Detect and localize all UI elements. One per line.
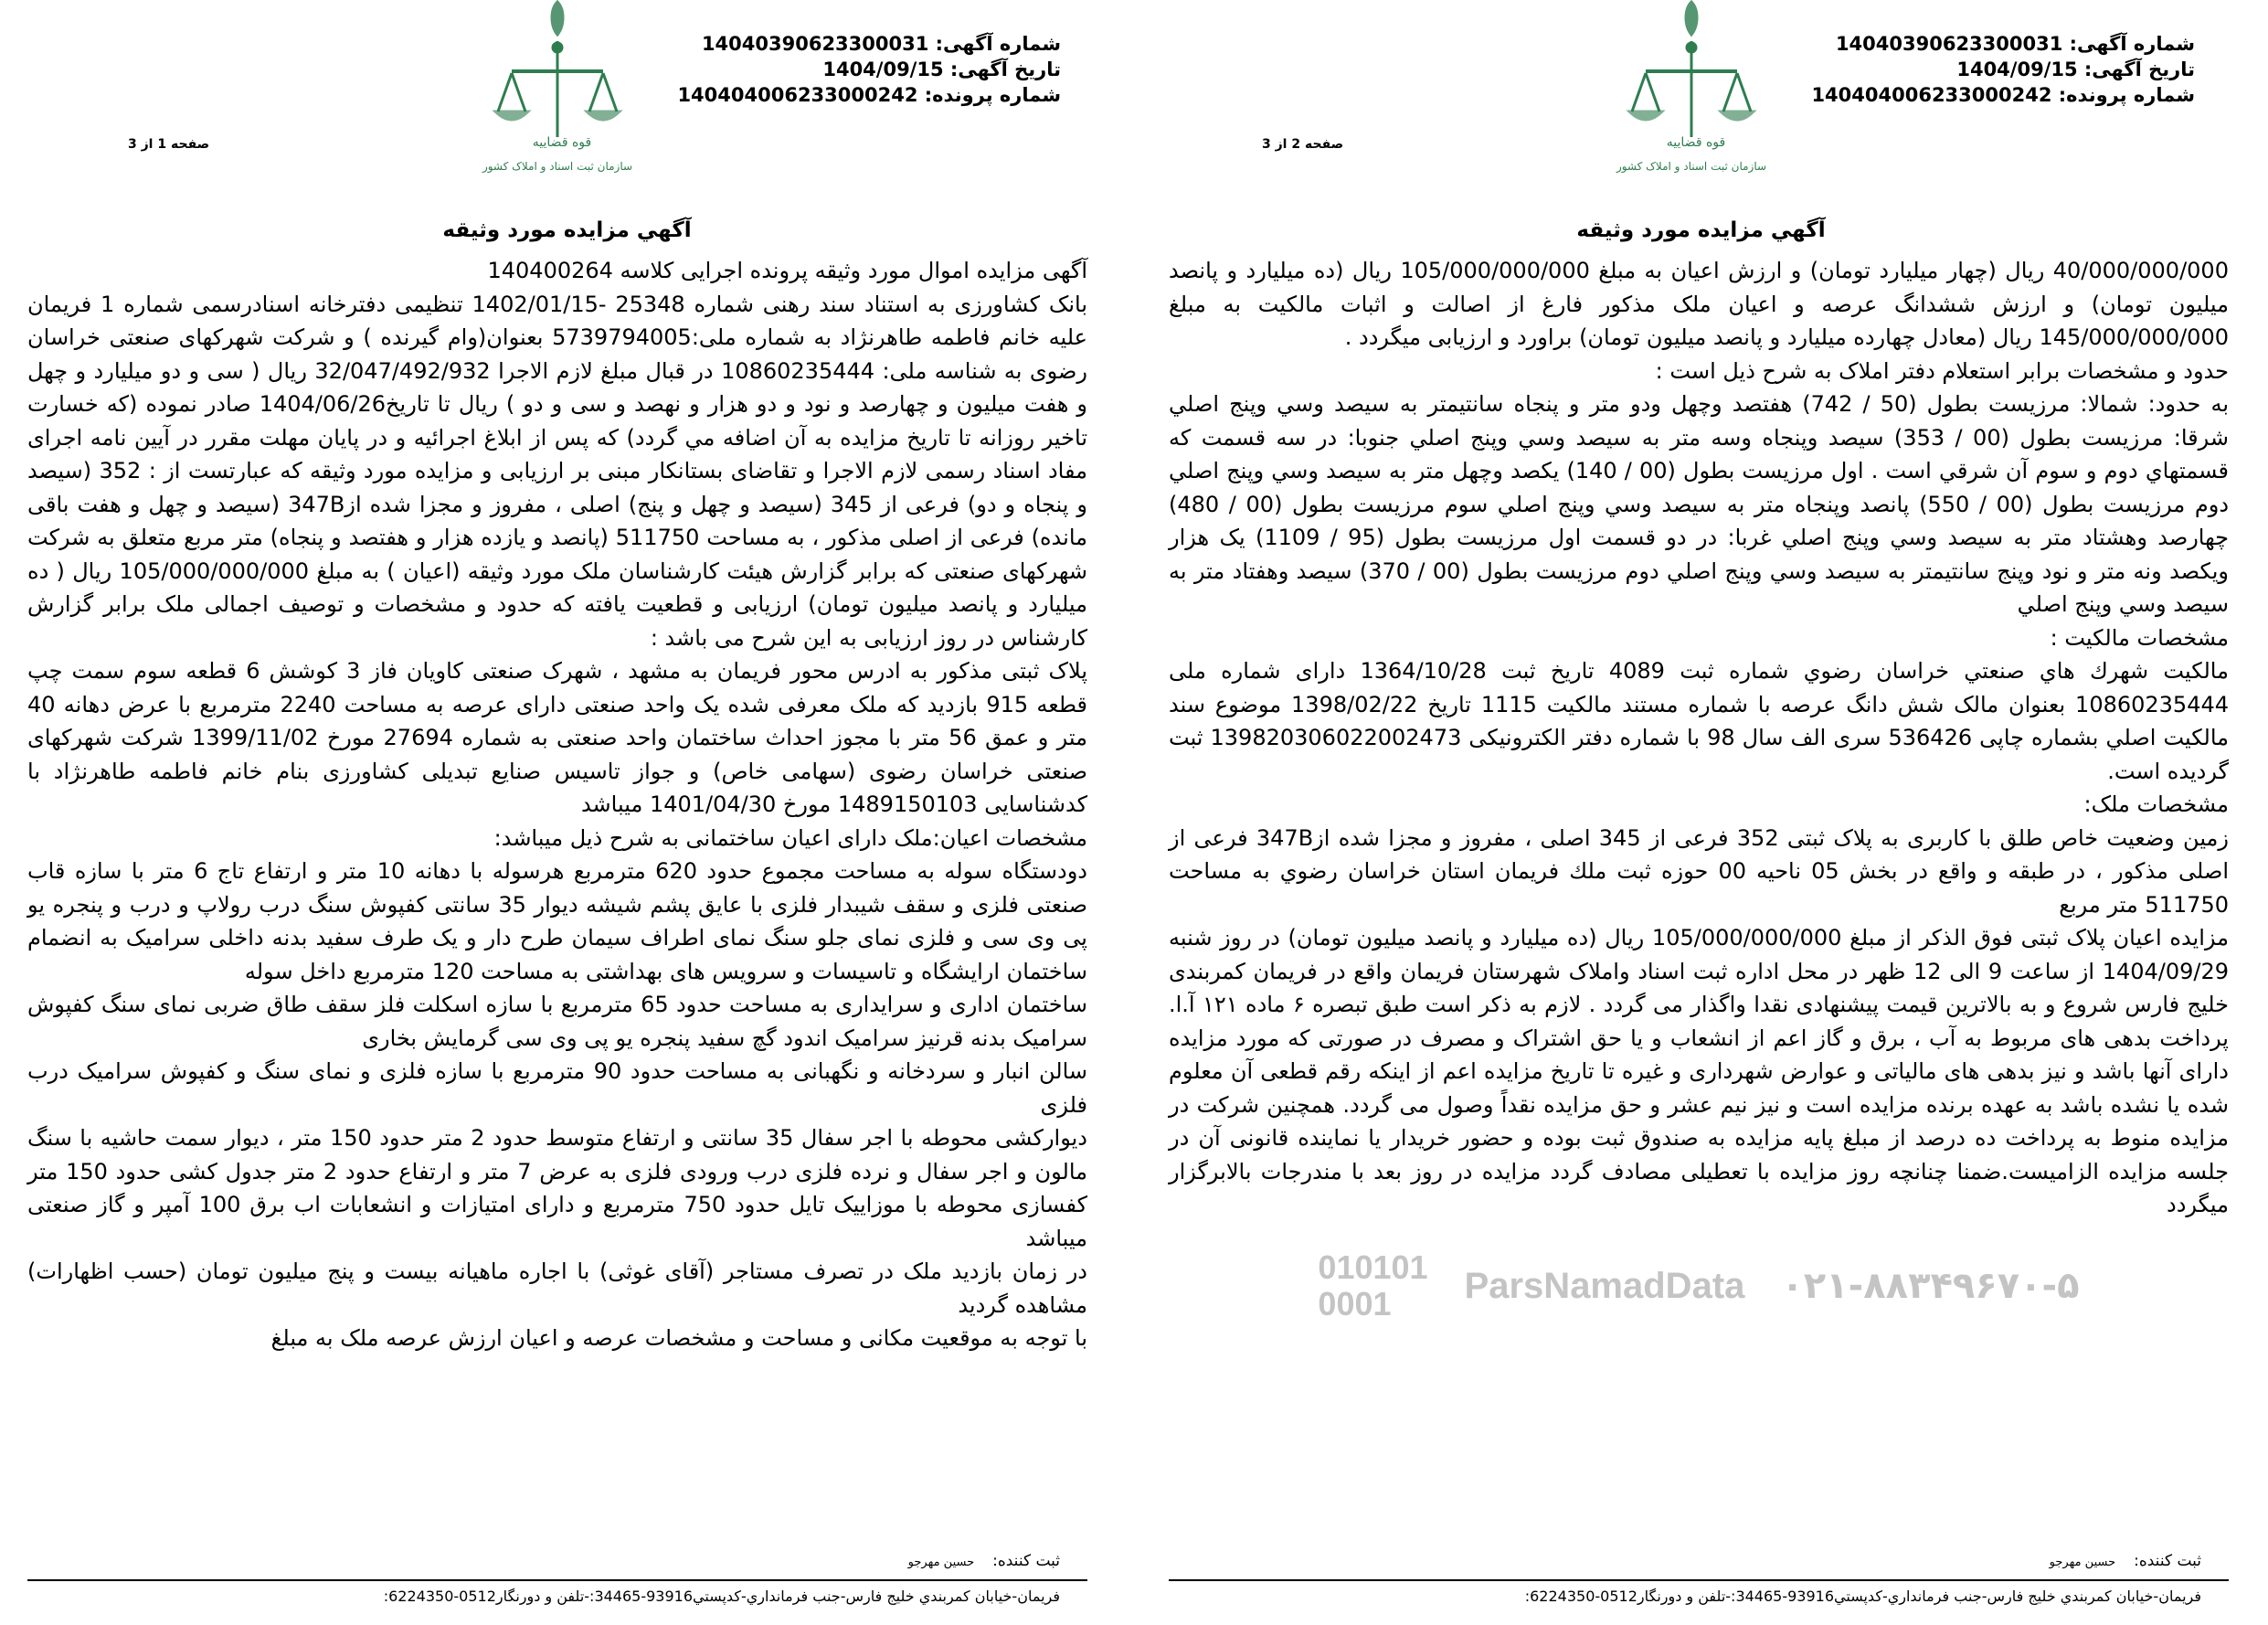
notice-paragraph: مشخصات مالکیت : <box>2050 624 2229 651</box>
case-number <box>1811 82 2195 108</box>
registrar <box>27 1550 1087 1574</box>
watermark-phone: ۰۲۱-۸۸۳۴۹۶۷۰-۵ <box>1781 1264 2080 1307</box>
notice-title: آگهي مزايده مورد وثيقه <box>1576 218 1826 242</box>
svg-text:قوه قضاییه: قوه قضاییه <box>532 135 592 150</box>
notice-paragraph: حدود و مشخصات برابر استعلام دفتر املاک به شرح ذیل است : <box>1655 357 2229 384</box>
ad-date <box>1811 57 2195 82</box>
ad-date-label: تاریخ آگهی: <box>949 58 1061 80</box>
page-footer <box>1169 1528 2229 1607</box>
notice-paragraph: 40/000/000/000 ریال (چهار میلیارد تومان) و ارزش اعیان به مبلغ 105/000/000/000 ریال (ده میلیارد و پانصد میلیون تومان) و ارزش ششدانگ عرصه و اعیان ملک مذکور فارغ از اصالت و اثبات مالکیت به مبلغ 145/000/000/000 ریال (معادل چهارده میلیارد و پانصد میلیون تومان) براورد و ارزیابی میگردد . <box>1169 258 2229 350</box>
notice-paragraph: دیوارکشی محوطه با اجر سفال 35 سانتی و ارتفاع متوسط حدود 2 متر حدود 150 متر ، دیوار سمت حاشیه با سنگ مالون و اجر سفال و نرده فلزی درب ورودی فلزی به عرض 7 متر و ارتفاع حدود 2 متر جدول کشی حدود 150 متر کفسازی محوطه با موزاییک تایل حدود 750 مترمربع و دارای امتیازات و انشعابات اب برق 100 آمپر و گاز صنعتی میباشد <box>27 1125 1088 1251</box>
page-number: صفحه 1 از 3 <box>128 137 210 152</box>
notice-paragraph: آگهی مزایده اموال مورد وثیقه پرونده اجرایی کلاسه 140400264 <box>487 258 1087 283</box>
ad-number-label: شماره آگهی: <box>2069 33 2195 55</box>
notice-paragraph: به حدود: شمالا: مرزیست بطول (50 / 742) هفتصد وچهل ودو متر و پنجاه سانتیمتر به سیصد وسي وپنج اصلي شرقا: مرزیست بطول (00 / 353) سیصد وپنجاه وسه متر به سیصد وسي وپنج اصلي جنوبا: در سه قسمت که قسمتهاي دوم و سوم آن شرقي است . اول مرزیست بطول (00 / 140) یکصد وچهل متر به سیصد وسي وپنج اصلي دوم مرزیست بطول (00 / 550) پانصد وپنجاه متر به سیصد وسي وپنج اصلي سوم مرزیست بطول (00 / 480) چهارصد وهشتاد متر به سیصد وسي وپنج اصلي غربا: در دو قسمت اول مرزیست بطول (95 / 1109) یک هزار ویکصد ونه متر و نود وپنج سانتیمتر به سیصد وسي وپنج اصلي دوم مرزیست بطول (00 / 370) سیصد وهفتاد متر به سیصد وسي وپنج اصلي <box>1169 391 2230 617</box>
ad-date <box>677 57 1061 82</box>
svg-text:قوه قضاییه: قوه قضاییه <box>1666 135 1726 150</box>
parsnamad-watermark <box>1169 1249 2229 1322</box>
registrar-label: ثبت کننده: <box>992 1552 1060 1570</box>
notice-paragraph: مشخصات ملک: <box>2083 791 2229 817</box>
ad-number-value: 14040390623300031 <box>1835 33 2063 55</box>
notice-paragraph: مالکیت شهرك هاي صنعتي خراسان رضوي شماره ثبت 4089 تاریخ ثبت 1364/10/28 دارای شماره ملی 10860235444 بعنوان مالک شش دانگ عرصه با شماره مستند مالکیت 1115 تاریخ 1398/02/22 موضوع سند مالکیت اصلي بشماره چاپی 536426 سری الف سال 98 با شماره دفتر الکترونیکی 139820306022002473 ثبت گردیده است. <box>1169 658 2230 784</box>
page-footer <box>27 1528 1087 1607</box>
footer-divider <box>27 1579 1087 1581</box>
case-number <box>677 82 1061 108</box>
case-number-label: شماره پرونده: <box>2058 84 2195 106</box>
notice-title: آگهي مزايده مورد وثيقه <box>442 218 692 242</box>
page-number: صفحه 2 از 3 <box>1262 137 1344 152</box>
ad-number-value: 14040390623300031 <box>701 33 929 55</box>
case-number-value: 140404006233000242 <box>1811 84 2052 106</box>
ad-number-label: شماره آگهی: <box>935 33 1061 55</box>
ad-date-label: تاریخ آگهی: <box>2083 58 2195 80</box>
judiciary-emblem-logo <box>466 0 649 178</box>
notice-page-2 <box>1134 0 2268 1625</box>
notice-header <box>1811 31 2195 108</box>
registrar-label: ثبت کننده: <box>2134 1552 2201 1570</box>
notice-paragraph: زمین وضعیت خاص طلق با کاربری به پلاک ثبتی 352 فرعی از 345 اصلی ، مفروز و مجزا شده از347B فرعی از اصلی مذکور ، در طبقه و واقع در بخش 05 ناحیه 00 حوزه ثبت ملك فریمان استان خراسان رضوي به مساحت 511750 متر مربع <box>1169 824 2230 918</box>
watermark-bits: 010101 0001 <box>1318 1248 1428 1322</box>
notice-paragraph: بانک کشاورزی به استناد سند رهنی شماره 25348 -1402/01/15 تنظیمی دفترخانه اسنادرسمی شماره 1 فریمان علیه خانم فاطمه طاهرنژاد به شماره ملی:5739794005 بعنوان(وام گیرنده ) و شرکت شهرکهای صنعتی خراسان رضوی به شناسه ملی: 10860235444 در قبال مبلغ لازم الاجرا 32/047/492/932 ریال ( سی و دو میلیارد و چهل و هفت میلیون و چهارصد و نود و دو هزار و نهصد و سی و دو ) ریال تا تاریخ1404/06/26 صادر نموده (که خسارت تاخیر روزانه تا تاریخ مزایده به آن اضافه مي گردد) که پس از ابلاغ اجرائیه و در پایان مهلت مقرر در آیین نامه اجرای مفاد اسناد رسمی لازم الاجرا و تقاضای بستانکار مبنی بر ارزیابی و مزایده مورد وثیقه که عبارتست از : 352 (سیصد و پنجاه و دو) فرعی از 345 (سیصد و چهل و پنج) اصلی ، مفروز و مجزا شده از347B (سیصد و چهل و هفت باقی مانده) فرعی از اصلی مذکور ، به مساحت 511750 (پانصد و یازده هزار و هفتصد و پنجاه) متر مربع متعلق به شرکت شهرکهای صنعتی که برابر گزارش هیئت کارشناسان ملک مورد وثیقه (اعیان ) به مبلغ 105/000/000/000 ریال ( ده میلیارد و پانصد میلیون تومان) ارزیابی و قطعیت یافته که حدود و مشخصات و توصیف اجمالی ملک برابر گزارش کارشناس در روز ارزیابی به این شرح می باشد : <box>27 291 1088 651</box>
svg-text:سازمان ثبت اسناد و املاک کشور: سازمان ثبت اسناد و املاک کشور <box>482 160 633 173</box>
case-number-label: شماره پرونده: <box>924 84 1061 106</box>
ad-date-value: 1404/09/15 <box>1956 58 2078 80</box>
notice-paragraph: مشخصات اعیان:ملک دارای اعیان ساختمانی به شرح ذیل میباشد: <box>493 824 1087 851</box>
case-number-value: 140404006233000242 <box>677 84 918 106</box>
watermark-brand: ParsNamadData <box>1464 1265 1745 1306</box>
notice-paragraph: با توجه به موقعیت مکانی و مساحت و مشخصات عرصه و اعیان ارزش عرصه ملک به مبلغ <box>270 1325 1087 1351</box>
page-content <box>27 254 1087 1625</box>
svg-text:سازمان ثبت اسناد و املاک کشور: سازمان ثبت اسناد و املاک کشور <box>1616 160 1767 173</box>
footer-divider <box>1169 1579 2229 1581</box>
notice-body <box>27 254 1087 1355</box>
notice-paragraph: دودستگاه سوله به مساحت مجموع حدود 620 مترمربع هرسوله با دهانه 10 متر و ارتفاع تاج 6 متر با سازه قاب صنعتی فلزی و سقف شیبدار فلزی با عایق پشم شیشه دیوار 35 سانتی کفپوش سنگ درب رولاپ و درب و پنجره یو پی وی سی و فلزی نمای جلو سنگ نمای اطراف سیمان طرح دار و یک طرف سفید بدنه داخلی سرامیک به انضمام ساختمان ارایشگاه و تاسیسات و سرویس های بهداشتی به مساحت 120 مترمربع داخل سوله <box>27 858 1087 984</box>
notice-header <box>677 31 1061 108</box>
ad-number <box>1811 31 2195 57</box>
notice-paragraph: سالن انبار و سردخانه و نگهبانی به مساحت حدود 90 مترمربع با سازه فلزی و نمای سنگ و کفپوش سرامیک درب فلزی <box>27 1058 1088 1118</box>
notice-paragraph: مزایده اعیان پلاک ثبتی فوق الذکر از مبلغ 105/000/000/000 ریال (ده میلیارد و پانصد میلیون تومان) در روز شنبه 1404/09/29 از ساعت 9 الی 12 ظهر در محل اداره ثبت اسناد واملاک شهرستان فریمان واقع در فریمان کمربندی خلیج فارس شروع و به بالاترین قیمت پیشنهادی نقدا واگذار می گردد . لازم به ذکر است طبق تبصره ۶ ماده ۱۲۱ آ.ا. پرداخت بدهی های مربوط به آب ، برق و گاز اعم از انشعاب و یا حق اشتراک و مصرف در صورتی که مورد مزایده دارای آنها باشد و نیز بدهی های مالیاتی و عوارض شهرداری و غیره تا تاریخ مزایده اعم از اینکه رقم قطعی آن معلوم شده یا نشده باشد به عهده برنده مزایده است و نیز نیم عشر و حق مزایده نقداً وصول می گردد. همچنین شرکت در مزایده منوط به پرداخت ده درصد از مبلغ پایه مزایده به صندوق ثبت بوده و حضور خریدار یا نماینده قانونی آن در جلسه مزایده الزامیست.ضمنا چنانچه روز مزایده با تعطیلی مصادف گردد مزایده در روز بعد با مندرجات بالابرگزار میگردد <box>1169 925 2230 1217</box>
notice-paragraph: در زمان بازدید ملک در تصرف مستاجر (آقای غوثی) با اجاره ماهیانه بیست و پنج میلیون تومان (حسب اظهارات) مشاهده گردید <box>27 1259 1087 1318</box>
judiciary-emblem-logo <box>1600 0 1783 178</box>
office-address: فریمان-خیابان کمربندي خلیج فارس-جنب فرمانداري-کدپستي93916-34465:-تلفن و دورنگار0512-6224350: <box>383 1588 1060 1605</box>
registrar-name: حسین مهرجو <box>907 1556 975 1569</box>
notice-paragraph: ساختمان اداری و سرایداری به مساحت حدود 65 مترمربع با سازه اسکلت فلز سقف طاق ضربی نمای سنگ کفپوش سرامیک بدنه قرنیز سرامیک اندود گچ سفید پنجره یو پی وی سی گرمایش بخاری <box>27 992 1088 1051</box>
registrar-name: حسین مهرجو <box>2049 1556 2116 1569</box>
notice-body <box>1169 254 2229 1222</box>
ad-date-value: 1404/09/15 <box>822 58 944 80</box>
registrar <box>1169 1550 2229 1574</box>
page-content <box>1169 254 2229 1625</box>
notice-paragraph: پلاک ثبتی مذکور به ادرس محور فریمان به مشهد ، شهرک صنعتی کاویان فاز 3 کوشش 6 قطعه سوم سمت چپ قطعه 915 بازدید که ملک معرفی شده یک واحد صنعتی دارای عرصه به مساحت 2240 مترمربع با عرض دهانه 40 متر و عمق 56 متر با مجوز احداث ساختمان واحد صنعتی به شماره 27694 مورخ 1399/11/02 شرکت شهرکهای صنعتی خراسان رضوی (سهامی خاص) و جواز تاسیس صنایع تبدیلی کشاورزی بنام خانم فاطمه طاهرنژاد با کدشناسایی 1489150103 مورخ 1401/04/30 میباشد <box>27 658 1088 817</box>
office-address: فریمان-خیابان کمربندي خلیج فارس-جنب فرمانداري-کدپستي93916-34465:-تلفن و دورنگار0512-6224350: <box>1524 1588 2201 1605</box>
ad-number <box>677 31 1061 57</box>
